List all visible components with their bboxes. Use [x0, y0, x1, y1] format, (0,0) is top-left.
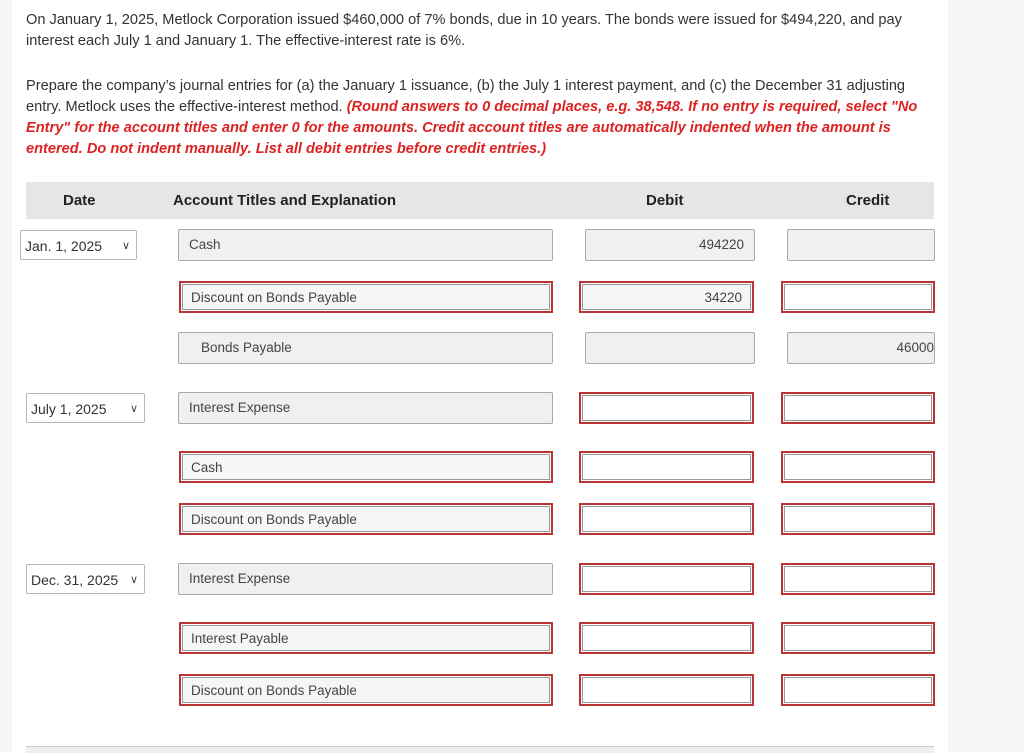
- debit-field[interactable]: [579, 563, 754, 595]
- chevron-down-icon: ∨: [121, 240, 130, 252]
- debit-field[interactable]: 494220: [585, 229, 755, 261]
- credit-field[interactable]: [781, 563, 935, 595]
- account-field[interactable]: Discount on Bonds Payable: [179, 674, 553, 706]
- journal-table-header: [26, 182, 934, 219]
- account-field[interactable]: Discount on Bonds Payable: [179, 281, 553, 313]
- date-select-dec-31[interactable]: [26, 564, 145, 594]
- account-field[interactable]: Cash: [178, 229, 553, 261]
- debit-field[interactable]: [579, 392, 754, 424]
- account-field[interactable]: Interest Expense: [178, 563, 553, 595]
- credit-field[interactable]: [781, 622, 935, 654]
- problem-instruction: [26, 76, 941, 160]
- credit-field[interactable]: [787, 229, 935, 261]
- header-debit: Debit: [646, 192, 684, 209]
- problem-intro: On January 1, 2025, Metlock Corporation issued $460,000 of 7% bonds, due in 10 years. The bonds were issued for $494,220, and pay interest each July 1 and January 1. The effective-interest rate is 6%.: [26, 12, 902, 49]
- header-date: Date: [63, 192, 96, 209]
- debit-field[interactable]: [579, 622, 754, 654]
- credit-field[interactable]: [781, 451, 935, 483]
- credit-field[interactable]: 46000: [787, 332, 935, 364]
- debit-field[interactable]: [585, 332, 755, 364]
- credit-field[interactable]: [781, 392, 935, 424]
- debit-field[interactable]: 34220: [579, 281, 754, 313]
- date-select-jul-1[interactable]: [26, 393, 145, 423]
- debit-field[interactable]: [579, 674, 754, 706]
- account-field[interactable]: Interest Payable: [179, 622, 553, 654]
- credit-field[interactable]: [781, 503, 935, 535]
- credit-field[interactable]: [781, 674, 935, 706]
- date-select-value: Dec. 31, 2025: [31, 572, 119, 588]
- date-select-jan-1[interactable]: [20, 230, 137, 260]
- debit-field[interactable]: [579, 451, 754, 483]
- instruction-emphasis: (Round answers to 0 decimal places, e.g. 38,548. If no entry is required, select "No Entry" for the account titles and enter 0 for the amounts. Credit account titles are automatically indented when the amount is entered. Do not indent manually. List all debit entries before credit entries.): [26, 99, 918, 157]
- credit-field[interactable]: [781, 281, 935, 313]
- chevron-down-icon: ∨: [129, 574, 138, 586]
- account-field[interactable]: Bonds Payable: [178, 332, 553, 364]
- date-select-value: Jan. 1, 2025: [25, 238, 103, 254]
- account-field[interactable]: Interest Expense: [178, 392, 553, 424]
- instruction-text: Prepare the company’s journal entries for (a) the January 1 issuance, (b) the July 1 interest payment, and (c) the December 31 adjusting entry. Metlock uses the effective-interest method.: [26, 78, 906, 115]
- date-select-value: July 1, 2025: [31, 401, 107, 417]
- header-credit: Credit: [846, 192, 890, 209]
- account-field[interactable]: Cash: [179, 451, 553, 483]
- right-margin: [948, 0, 1024, 752]
- debit-field[interactable]: [579, 503, 754, 535]
- account-field[interactable]: Discount on Bonds Payable: [179, 503, 553, 535]
- left-margin: [0, 0, 12, 752]
- chevron-down-icon: ∨: [129, 403, 138, 415]
- header-account: Account Titles and Explanation: [173, 192, 397, 209]
